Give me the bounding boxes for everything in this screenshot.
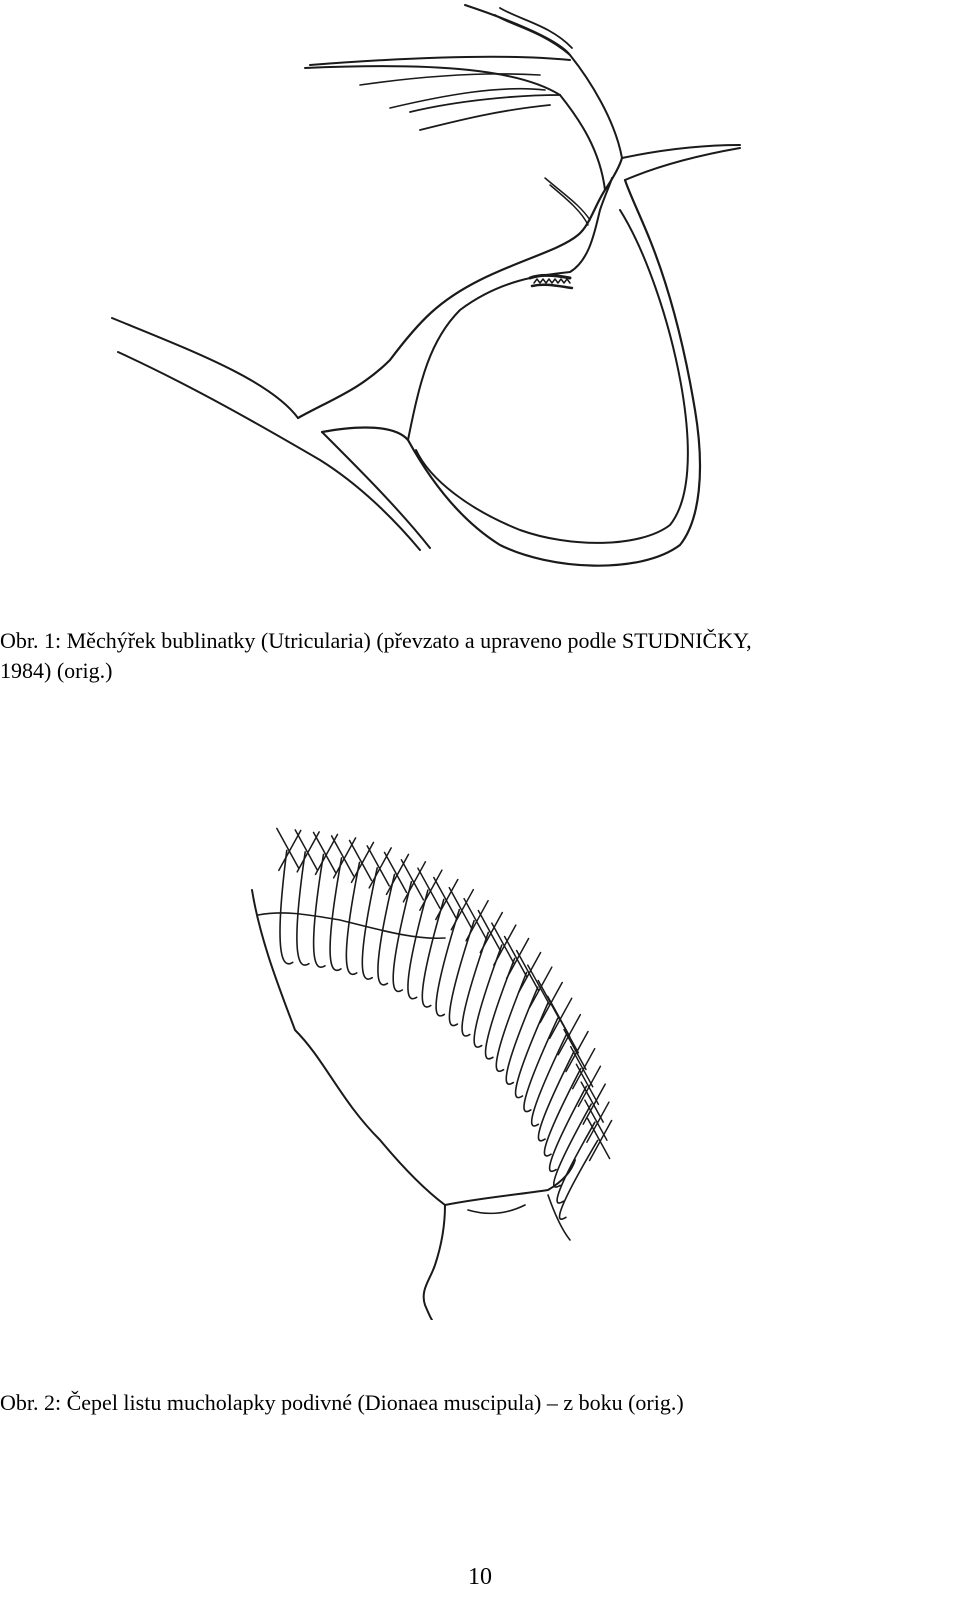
cilium-bristle <box>295 830 317 870</box>
cilium-bristle <box>369 848 391 888</box>
cilium-bristle <box>528 965 550 1005</box>
cilium-bristle <box>436 880 458 920</box>
figure-1-caption-line-1: Obr. 1: Měchýřek bublinatky (Utricularia) (převzato a upraveno podle STUDNIČKY, <box>0 628 752 653</box>
cilium-bristle <box>279 830 301 870</box>
cilium-loop <box>436 910 459 1016</box>
cilium-loop <box>538 1052 574 1141</box>
bladder-drawing-icon <box>100 0 760 580</box>
cilium-bristle <box>517 951 539 991</box>
cilium-bristle <box>507 939 529 979</box>
cilium-loop <box>314 854 325 967</box>
cilium-loop <box>422 900 443 1007</box>
cilium-bristle <box>352 842 374 882</box>
cilium-bristle <box>556 1013 578 1053</box>
cilium-bristle <box>505 937 527 977</box>
cilium-bristle <box>449 888 471 928</box>
cilium-loop <box>449 921 474 1026</box>
figure-2-caption: Obr. 2: Čepel listu mucholapky podivné (Dionaea muscipula) – z boku (orig.) <box>0 1390 684 1415</box>
cilium-bristle <box>480 913 502 953</box>
leaf-blade-drawing-icon <box>230 820 670 1320</box>
page-number: 10 <box>468 1564 492 1590</box>
cilium-bristle <box>387 854 409 894</box>
figure-1-caption <box>0 626 960 686</box>
cilium-bristle <box>550 998 572 1038</box>
cilium-bristle <box>385 852 407 892</box>
cilium-bristle <box>334 838 356 878</box>
cilium-loop <box>550 1086 587 1171</box>
cilium-bristle <box>530 967 552 1007</box>
figure-1-caption-line-2: 1984) (orig.) <box>0 658 113 683</box>
cilium-bristle <box>403 862 425 902</box>
cilium-loop <box>408 890 428 999</box>
cilium-bristle <box>401 860 423 900</box>
cilium-loop <box>280 850 293 963</box>
cilium-loop <box>544 1069 580 1156</box>
cilium-bristle <box>466 901 488 941</box>
cilium-bristle <box>418 868 440 908</box>
cilium-loop <box>362 868 377 979</box>
cilium-bristle <box>519 953 541 993</box>
cilium-bristle <box>420 870 442 910</box>
cilium-loop <box>557 1122 595 1203</box>
cilium-loop <box>554 1104 591 1187</box>
cilium-bristle <box>277 828 299 868</box>
leaf-cilia <box>277 828 612 1219</box>
cilium-bristle <box>492 923 514 963</box>
cilium-bristle <box>434 878 456 918</box>
